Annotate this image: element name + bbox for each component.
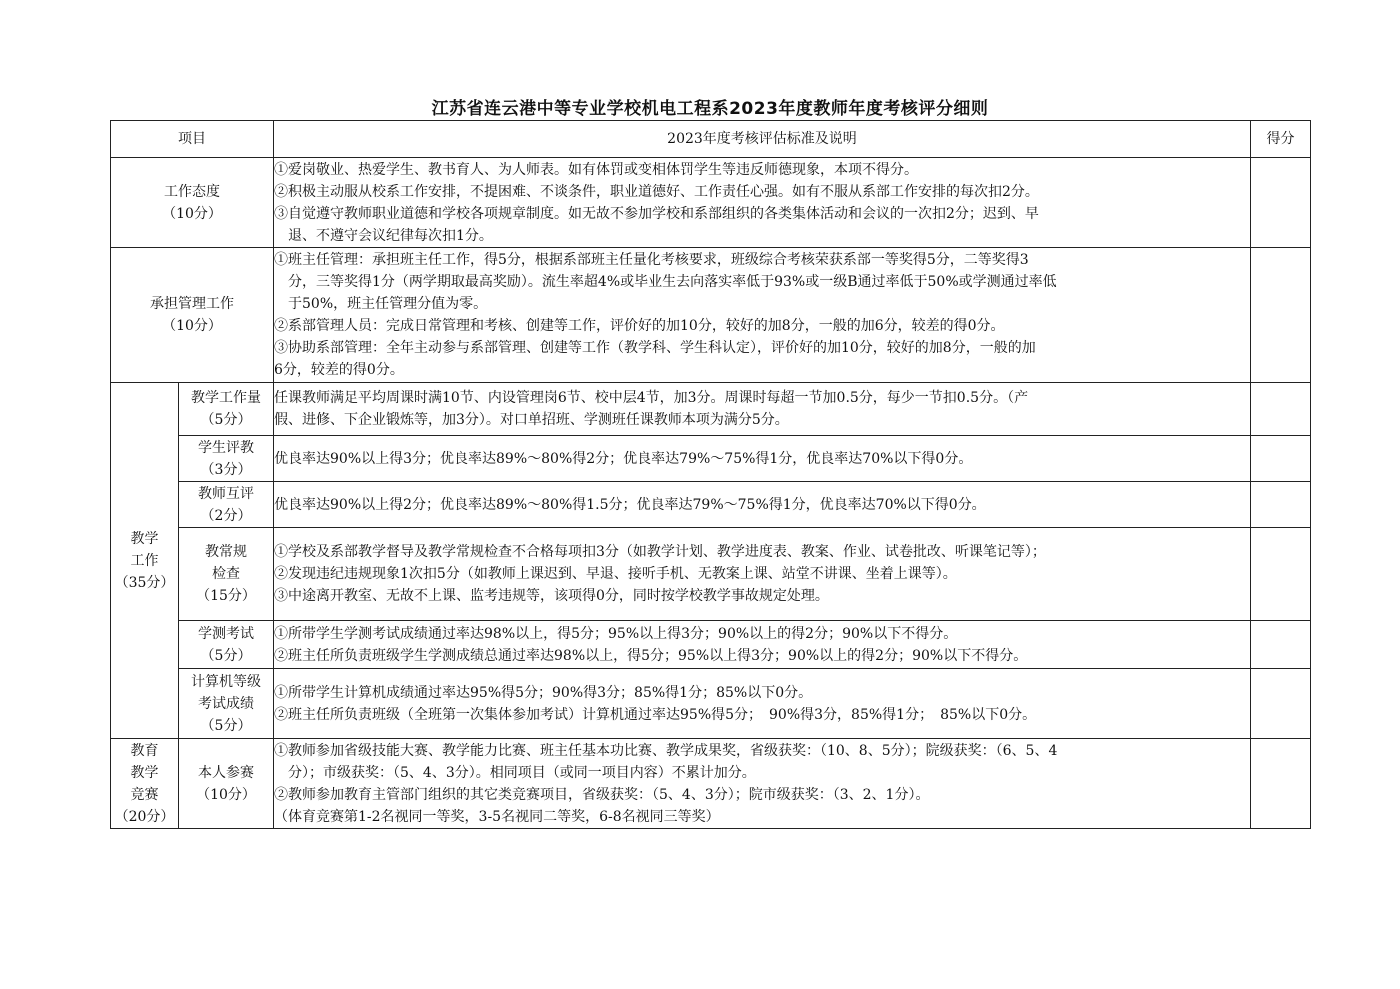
management-points: （10分） bbox=[162, 318, 222, 334]
computer-line-1: ①所带学生计算机成绩通过率达95%得5分；90%得3分；85%得1分；85%以下0分。 bbox=[274, 684, 813, 701]
row-computer bbox=[111, 669, 1311, 739]
student-eval-name: 学生评教 bbox=[198, 439, 254, 456]
student-eval-label bbox=[179, 436, 274, 482]
peer-eval-desc: 优良率达90%以上得2分；优良率达89%～80%得1.5分；优良率达79%～75%得1分，优良率达70%以下得0分。 bbox=[274, 482, 1251, 528]
attitude-label bbox=[111, 158, 274, 248]
competition-name-3: 竞赛 bbox=[130, 786, 159, 803]
scoring-table bbox=[110, 120, 1311, 829]
attitude-line-4: 退、不遵守会议纪律每次扣1分。 bbox=[288, 227, 493, 244]
row-attitude bbox=[111, 158, 1311, 248]
attitude-score-cell[interactable] bbox=[1251, 158, 1311, 248]
self-comp-line-3: ②教师参加教育主管部门组织的其它类竞赛项目，省级获奖：（5、4、3分）；院市级获奖：（3、2、1分）。 bbox=[274, 786, 930, 803]
self-comp-line-1: ①教师参加省级技能大赛、教学能力比赛、班主任基本功比赛、教学成果奖，省级获奖：（10、8、5分）；院级获奖：（6、5、4 bbox=[274, 742, 1058, 759]
workload-label bbox=[179, 383, 274, 436]
computer-label bbox=[179, 669, 274, 739]
peer-eval-name: 教师互评 bbox=[198, 485, 254, 502]
row-workload bbox=[111, 383, 1311, 436]
computer-score-cell[interactable] bbox=[1251, 669, 1311, 739]
routine-desc bbox=[274, 528, 1251, 621]
computer-name-3: （5分） bbox=[200, 717, 252, 734]
exam-label bbox=[179, 621, 274, 669]
competition-label bbox=[111, 739, 179, 829]
attitude-line-3: ③自觉遵守教师职业道德和学校各项规章制度。如无故不参加学校和系部组织的各类集体活动和会议的一次扣2分；迟到、早 bbox=[274, 205, 1039, 222]
exam-points: （5分） bbox=[200, 647, 252, 664]
document-title: 江苏省连云港中等专业学校机电工程系2023年度教师年度考核评分细则 bbox=[431, 99, 989, 119]
student-eval-score-cell[interactable] bbox=[1251, 436, 1311, 482]
workload-name: 教学工作量 bbox=[191, 390, 261, 406]
header-score: 得分 bbox=[1251, 121, 1311, 158]
exam-desc bbox=[274, 621, 1251, 669]
computer-desc bbox=[274, 669, 1251, 739]
competition-name-4: （20分） bbox=[114, 808, 175, 825]
competition-name-1: 教育 bbox=[130, 742, 159, 759]
teaching-name-1: 教学 bbox=[130, 530, 159, 547]
routine-name-3: （15分） bbox=[196, 588, 256, 604]
row-competition bbox=[111, 739, 1311, 829]
row-exam bbox=[111, 621, 1311, 669]
attitude-points: （10分） bbox=[162, 205, 222, 222]
teaching-name-2: 工作 bbox=[130, 552, 159, 569]
exam-score-cell[interactable] bbox=[1251, 621, 1311, 669]
self-comp-name: 本人参赛 bbox=[198, 764, 254, 781]
management-line-5: ③协助系部管理：全年主动参与系部管理、创建等工作（教学科、学生科认定），评价好的加10分，较好的加8分，一般的加 bbox=[274, 340, 1036, 356]
management-name: 承担管理工作 bbox=[150, 296, 234, 312]
peer-eval-label bbox=[179, 482, 274, 528]
header-item: 项目 bbox=[111, 121, 274, 158]
routine-line-3: ③中途离开教室、无故不上课、监考违规等，该项得0分，同时按学校教学事故规定处理。 bbox=[274, 588, 829, 604]
peer-eval-score-cell[interactable] bbox=[1251, 482, 1311, 528]
row-management bbox=[111, 248, 1311, 383]
attitude-line-1: ①爱岗敬业、热爱学生、教书育人、为人师表。如有体罚或变相体罚学生等违反师德现象，本项不得分。 bbox=[274, 161, 918, 178]
workload-line-1: 任课教师满足平均周课时满10节、内设管理岗6节、校中层4节，加3分。周课时每超一节加0.5分，每少一节扣0.5分。（产 bbox=[274, 390, 1029, 406]
row-student-eval bbox=[111, 436, 1311, 482]
routine-line-2: ②发现违纪违规现象1次扣5分（如教师上课迟到、早退、接听手机、无教案上课、站堂不讲课、坐着上课等）。 bbox=[274, 566, 957, 582]
management-score-cell[interactable] bbox=[1251, 248, 1311, 383]
management-line-6: 6分，较差的得0分。 bbox=[274, 362, 404, 378]
routine-name-1: 教常规 bbox=[205, 544, 247, 560]
peer-eval-points: （2分） bbox=[200, 507, 252, 524]
exam-line-2: ②班主任所负责班级学生学测成绩总通过率达98%以上，得5分；95%以上得3分；90%以上的得2分；90%以下不得分。 bbox=[274, 647, 1028, 664]
header-standard: 2023年度考核评估标准及说明 bbox=[274, 121, 1251, 158]
routine-label bbox=[179, 528, 274, 621]
workload-desc bbox=[274, 383, 1251, 436]
computer-name-2: 考试成绩 bbox=[198, 695, 254, 712]
management-label bbox=[111, 248, 274, 383]
teaching-label bbox=[111, 383, 179, 739]
self-comp-line-4: （体育竞赛第1-2名视同一等奖，3-5名视同二等奖，6-8名视同三等奖） bbox=[274, 808, 720, 825]
attitude-desc bbox=[274, 158, 1251, 248]
routine-line-1: ①学校及系部教学督导及教学常规检查不合格每项扣3分（如教学计划、教学进度表、教案、作业、试卷批改、听课笔记等）； bbox=[274, 544, 1046, 560]
computer-line-2: ②班主任所负责班级（全班第一次集体参加考试）计算机通过率达95%得5分； 90%得3分，85%得1分； 85%以下0分。 bbox=[274, 706, 1037, 723]
exam-name: 学测考试 bbox=[198, 625, 254, 642]
routine-name-2: 检查 bbox=[212, 566, 240, 582]
workload-line-2: 假、进修、下企业锻炼等，加3分）。对口单招班、学测班任课教师本项为满分5分。 bbox=[274, 412, 789, 428]
management-line-4: ②系部管理人员：完成日常管理和考核、创建等工作，评价好的加10分，较好的加8分，一般的加6分，较差的得0分。 bbox=[274, 318, 1005, 334]
self-comp-points: （10分） bbox=[196, 786, 256, 803]
header-row bbox=[111, 121, 1311, 158]
competition-name-2: 教学 bbox=[130, 764, 159, 781]
self-comp-label bbox=[179, 739, 274, 829]
self-comp-line-2: 分）；市级获奖：（5、4、3分）。相同项目（或同一项目内容）不累计加分。 bbox=[288, 764, 756, 781]
row-routine bbox=[111, 528, 1311, 621]
student-eval-desc: 优良率达90%以上得3分；优良率达89%～80%得2分；优良率达79%～75%得1分，优良率达70%以下得0分。 bbox=[274, 436, 1251, 482]
exam-line-1: ①所带学生学测考试成绩通过率达98%以上，得5分；95%以上得3分；90%以上的得2分；90%以下不得分。 bbox=[274, 625, 958, 642]
row-peer-eval bbox=[111, 482, 1311, 528]
management-desc bbox=[274, 248, 1251, 383]
management-line-3: 于50%，班主任管理分值为零。 bbox=[288, 296, 488, 312]
workload-score-cell[interactable] bbox=[1251, 383, 1311, 436]
self-comp-score-cell[interactable] bbox=[1251, 739, 1311, 829]
teaching-name-3: （35分） bbox=[114, 574, 175, 591]
student-eval-points: （3分） bbox=[200, 461, 252, 478]
attitude-name: 工作态度 bbox=[164, 183, 220, 200]
computer-name-1: 计算机等级 bbox=[191, 673, 261, 690]
workload-points: （5分） bbox=[200, 412, 252, 428]
management-line-1: ①班主任管理：承担班主任工作，得5分，根据系部班主任量化考核要求，班级综合考核荣获系部一等奖得5分，二等奖得3 bbox=[274, 252, 1029, 268]
management-line-2: 分，三等奖得1分（两学期取最高奖励）。流生率超4%或毕业生去向落实率低于93%或一级B通过率低于50%或学测通过率低 bbox=[288, 274, 1057, 290]
attitude-line-2: ②积极主动服从校系工作安排，不提困难、不谈条件，职业道德好、工作责任心强。如有不服从系部工作安排的每次扣2分。 bbox=[274, 183, 1039, 200]
routine-score-cell[interactable] bbox=[1251, 528, 1311, 621]
self-comp-desc bbox=[274, 739, 1251, 829]
